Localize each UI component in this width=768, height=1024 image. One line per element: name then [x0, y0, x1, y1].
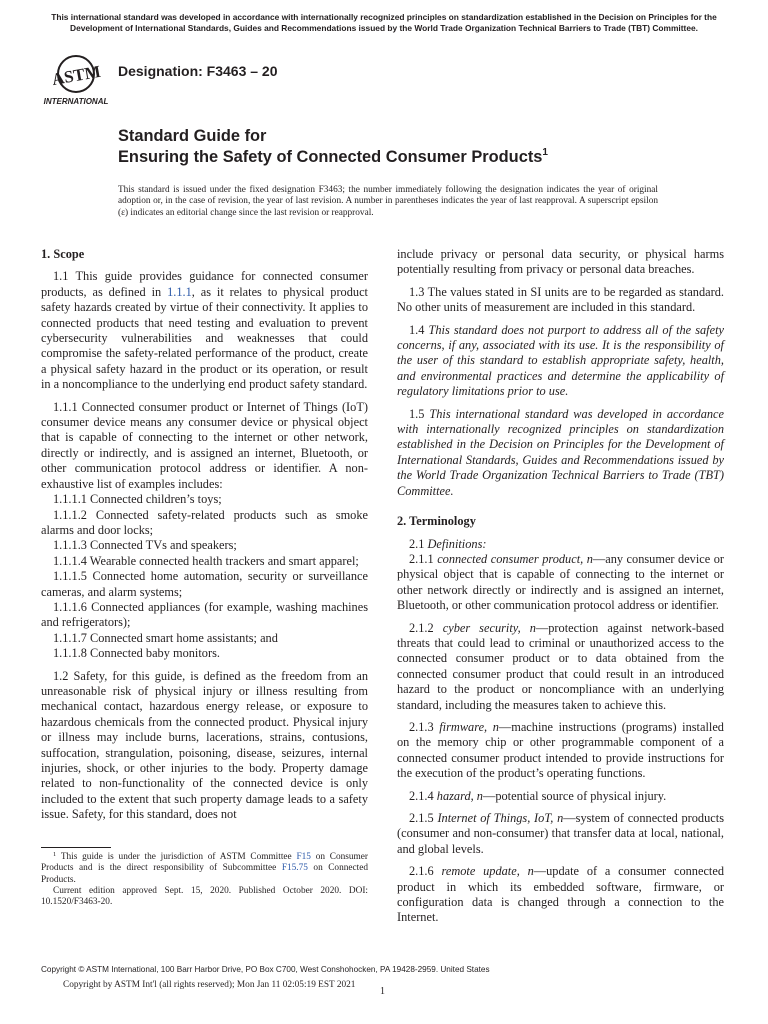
definition-connected-consumer-product: 2.1.1 connected consumer product, n—any consumer device or physical object that is capable of connecting to the internet or other network directly or indirectly and is assigned an internet, Bluetooth, or other communication protocol address or identifier. [397, 551, 725, 613]
para-1-2: 1.2 Safety, for this guide, is defined as the freedom from an unreasonable risk of physical injury or illness resulting from mechanical contact, hazardous energy release, or exposure to hazardous chemicals from the connected product. Physical injury or illness may include burns, lacerations, strains, contusions, suffocation, strangulation, poisoning, disease, seizures, internal injuries, shock, or other injuries to the body. Property damage related to non-functionality of the connected device is only included to the extent that such property damage leads to a safety issue. Safety, for this standard, does not [41, 668, 368, 822]
example-item: 1.1.1.8 Connected baby monitors. [53, 646, 220, 661]
page-number: 1 [380, 986, 385, 997]
scope-heading: 1. Scope [41, 247, 85, 261]
definition-cyber-security: 2.1.2 cyber security, n—protection against network-based threats that could lead to criminal or unauthorized access to the connected consumer product or to data obtained from the connected consumer product that could result in an introduced hazard to the product or noncompliance with an underlying standard, including the measures taken to achieve this. [397, 620, 724, 712]
footnote-edition: Current edition approved Sept. 15, 2020. Published October 2020. DOI: 10.1520/F3463-20. [41, 885, 368, 908]
document-title [118, 126, 718, 168]
link-subcommittee-f15-75[interactable]: F15.75 [281, 863, 308, 874]
para-1-4: 1.4 This standard does not purport to address all of the safety concerns, if any, associated with its use. It is the responsibility of the user of this standard to establish appropriate safety, health, and environmental practices and determine the applicability of regulatory limitations prior to use. [397, 322, 725, 399]
definition-hazard: 2.1.4 hazard, n—potential source of physical injury. [409, 788, 667, 803]
issue-notice: This standard is issued under the fixed designation F3463; the number immediately following the designation indicates the year of original adoption or, in the case of revision, the year of last revision. A number in parentheses indicates the year of last reapproval. A superscript epsilon (ε) indicates an editorial change since the last revision or reapproval. [118, 185, 658, 218]
terminology-heading: 2. Terminology [397, 514, 476, 529]
title-footnote-ref: 1 [542, 147, 548, 158]
left-column [41, 247, 368, 830]
footnote-1: $^1$ This guide is under the jurisdiction of ASTM Committee F15 on Consumer Products and is the direct responsibility of Subcommittee F15.75 on Connected Products. [41, 851, 368, 885]
copyright-line: Copyright © ASTM International, 100 Barr Harbor Drive, PO Box C700, West Conshohocken, PA 19428-2959. United States [41, 965, 490, 974]
example-item: 1.1.1.5 Connected home automation, security or surveillance cameras, and alarm systems; [41, 569, 368, 599]
footnote-divider [41, 847, 111, 848]
designation: Designation: F3463 – 20 [118, 63, 278, 79]
example-item: 1.1.1.3 Connected TVs and speakers; [53, 538, 237, 553]
svg-text:ASTM: ASTM [50, 61, 103, 90]
link-committee-f15[interactable]: F15 [296, 852, 311, 862]
example-item: 1.1.1.7 Connected smart home assistants; and [53, 630, 278, 645]
para-1-3: 1.3 The values stated in SI units are to be regarded as standard. No other units of measurement are included in this standard. [397, 284, 724, 315]
example-item: 1.1.1.1 Connected children’s toys; [53, 492, 222, 507]
svg-text:INTERNATIONAL: INTERNATIONAL [43, 97, 109, 106]
astm-logo [40, 50, 112, 108]
title-line-1: Standard Guide for [118, 127, 267, 145]
para-1-5: 1.5 This international standard was developed in accordance with internationally recognized principles on standardization established in the Decision on Principles for the Development of International Standards, Guides and Recommendations issued by the World Trade Organization Technical Barriers to Trade (TBT) Committee. [397, 406, 725, 498]
top-standard-notice: This international standard was developed in accordance with internationally recognized principles on standardization established in the Decision on Principles for the Development of International Standards, Guides and Recommendations issued by the World Trade Organization Technical Barriers to Trade (TBT) Committee. [51, 12, 717, 33]
definition-firmware: 2.1.3 firmware, n—machine instructions (programs) installed on the memory chip or other programmable component of a connected consumer product intended to provide instructions for the execution of the product’s operating functions. [397, 719, 724, 781]
definition-remote-update: 2.1.6 remote update, n—update of a consumer connected product in which its embedded software, firmware, or configuration data is changed through a connection to the Internet. [397, 864, 725, 925]
para-1-2-continued: include privacy or personal data security, or physical harms potentially resulting from privacy or personal data breaches. [397, 247, 724, 277]
para-1-1: 1.1 This guide provides guidance for connected consumer products, as defined in 1.1.1, as it relates to physical product safety hazards created by virtue of their connectivity. It applies to connected products that need testing and evaluation to prevent cybersecurity vulnerabilities and weaknesses that could compromise the safety-related performance of the product, create a physical safety hazard in the product or its operation, or result in a noncompliance to the underlying end product safety standard. [41, 269, 368, 392]
para-1-1-1: 1.1.1 Connected consumer product or Internet of Things (IoT) consumer device means any consumer device or physical object that is capable of connecting to the internet or other network, directly or indirectly, and is assigned an internet, Bluetooth, or other communication protocol address or identifier. A non-exhaustive list of examples includes: [41, 399, 368, 491]
license-line: Copyright by ASTM Int'l (all rights reserved); Mon Jan 11 02:05:19 EST 2021 [63, 980, 356, 990]
title-line-2 [118, 147, 718, 168]
right-column [397, 247, 724, 933]
example-item: 1.1.1.2 Connected safety-related products such as smoke alarms and door locks; [41, 507, 368, 537]
para-2-1: 2.1 Definitions: [409, 536, 487, 551]
definition-internet-of-things: 2.1.5 Internet of Things, IoT, n—system of connected products (consumer and non-consumer) that transfer data at local, national, and global levels. [397, 811, 724, 856]
footnotes [41, 852, 368, 908]
example-item: 1.1.1.4 Wearable connected health trackers and smart apparel; [53, 553, 359, 568]
title-main: Ensuring the Safety of Connected Consumer Products [118, 148, 543, 166]
link-1-1-1[interactable]: 1.1.1 [167, 284, 192, 299]
example-item: 1.1.1.6 Connected appliances (for example, washing machines and refrigerators); [41, 599, 368, 630]
